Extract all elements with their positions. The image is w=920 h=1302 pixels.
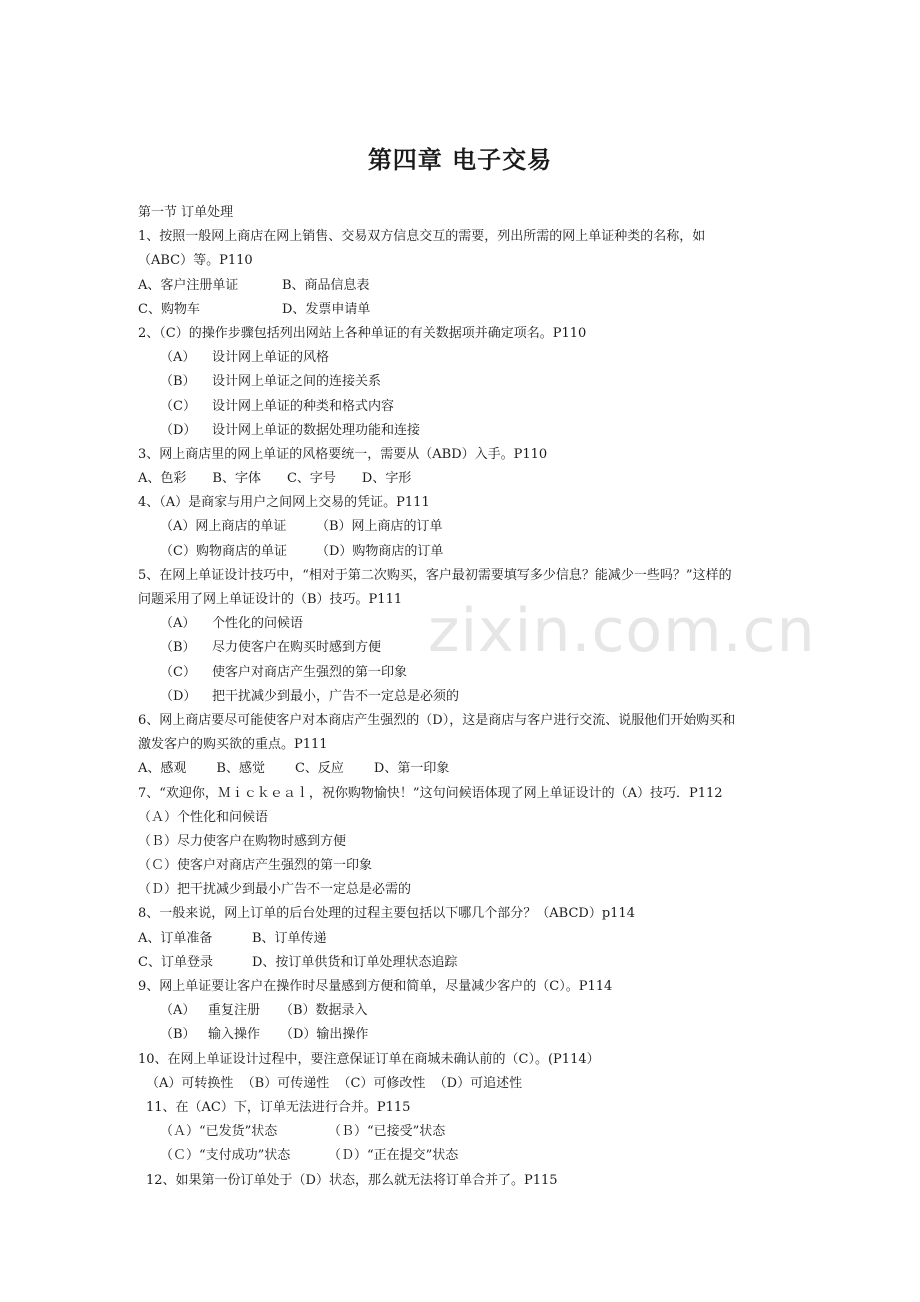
option: A、客户注册单证 [138,277,239,293]
option: （B） 设计网上单证之间的连接关系 [160,374,382,390]
option: B、订单传递 [252,930,327,946]
option: （C）购物商店的单证 [160,543,287,559]
option: D、第一印象 [373,761,450,777]
option: （A） 设计网上单证的风格 [160,350,330,366]
question-6-options [138,757,798,781]
option: （C） 设计网上单证的种类和格式内容 [160,398,395,414]
option: （Ｄ）把干扰减少到最小广告不一定总是必需的 [138,882,412,898]
option: D、发票申请单 [282,301,371,317]
page-title: 第四章 电子交易 [367,145,553,174]
question-1: 1、按照一般网上商店在网上销售、交易双方信息交互的需要，列出所需的网上单证种类的名称，如 [138,229,706,245]
question-3-options [138,467,798,491]
option: （Ｂ）尽力使客户在购物时感到方便 [138,833,347,849]
option: （Ａ）“已发货”状态 [160,1124,278,1140]
option: （Ｂ）“已接受”状态 [328,1124,446,1140]
option: B、感觉 [216,761,265,777]
option: （Ｄ）“正在提交”状态 [328,1148,459,1164]
question-9-options-row2: （B） 输入操作 （D）输出操作 [160,1027,369,1043]
question-5-cont: 问题采用了网上单证设计的（B）技巧。P111 [138,592,403,607]
question-1-cont: （ABC）等。P110 [138,253,253,269]
question-1-options-ab [138,274,798,298]
question-8: 8、一般来说，网上订单的后台处理的过程主要包括以下哪几个部分？（ABCD）p114 [138,906,635,922]
option: D、按订单供货和订单处理状态追踪 [252,954,458,970]
option: A、色彩 [138,471,187,487]
option: （Ｃ）使客户对商店产生强烈的第一印象 [138,858,373,874]
question-10-options: （A）可转换性 （B）可传递性 （C）可修改性 （D）可追述性 [146,1075,523,1091]
option: （D） 设计网上单证的数据处理功能和连接 [160,422,421,438]
question-8-options-ab [138,927,798,951]
question-7: 7、“欢迎你，Ｍｉｃｋｅａｌ，祝你购物愉快！”这句问候语体现了网上单证设计的（A）技巧．P112 [138,785,723,801]
option: （D）购物商店的订单 [316,543,444,559]
option: A、感观 [138,761,187,777]
section-heading: 第一节 订单处理 [138,205,234,220]
question-2: 2、（C）的操作步骤包括列出网站上各种单证的有关数据项并确定项名。P110 [138,325,587,341]
question-3: 3、网上商店里的网上单证的风格要统一，需要从（ABD）入手。P110 [138,446,548,462]
option: C、字号 [286,471,336,487]
option: （C） 使客户对商店产生强烈的第一印象 [160,664,408,680]
question-9: 9、网上单证要让客户在操作时尽量感到方便和简单，尽量减少客户的（C）。P114 [138,979,613,994]
question-4-options-cd [138,540,798,564]
option: C、反应 [294,761,344,777]
question-11: 11、在（AC）下，订单无法进行合并。P115 [146,1099,411,1115]
question-11-options-ab [138,1120,798,1144]
question-12: 12、如果第一份订单处于（D）状态，那么就无法将订单合并了。P115 [146,1172,558,1188]
option: B、字体 [212,471,261,487]
option: C、订单登录 [138,954,213,970]
option: A、订单准备 [138,930,213,946]
option: （B）网上商店的订单 [316,519,443,535]
document-body [138,201,798,1193]
question-11-options-cd [138,1144,798,1168]
option: （Ｃ）“支付成功”状态 [160,1148,291,1164]
option: C、购物车 [138,301,200,317]
question-4: 4、（A）是商家与用户之间网上交易的凭证。P111 [138,495,430,511]
option: （Ａ）个性化和问候语 [138,809,269,825]
question-6: 6、网上商店要尽可能使客户对本商店产生强烈的（D），这是商店与客户进行交流、说服他们开始购买和 [138,712,736,728]
watermark: zixin.com.cn [428,596,816,666]
question-6-cont: 激发客户的购买欲的重点。P111 [138,737,328,753]
question-9-options-row1: （A） 重复注册 （B）数据录入 [160,1003,368,1019]
question-10: 10、在网上单证设计过程中，要注意保证订单在商城未确认前的（C）。(P114） [138,1051,600,1067]
question-5: 5、在网上单证设计技巧中，“相对于第二次购买，客户最初需要填写多少信息？能减少一些吗？”这样的 [138,567,732,583]
option: D、字形 [361,471,412,487]
option: （B） 尽力使客户在购买时感到方便 [160,640,382,656]
question-8-options-cd [138,951,798,975]
option: （A） 个性化的问候语 [160,616,304,632]
question-4-options-ab [138,515,798,539]
option: （D） 把干扰减少到最小，广告不一定总是必须的 [160,688,460,704]
option: （A）网上商店的单证 [160,519,287,535]
option: B、商品信息表 [282,277,370,293]
question-1-options-cd [138,298,798,322]
